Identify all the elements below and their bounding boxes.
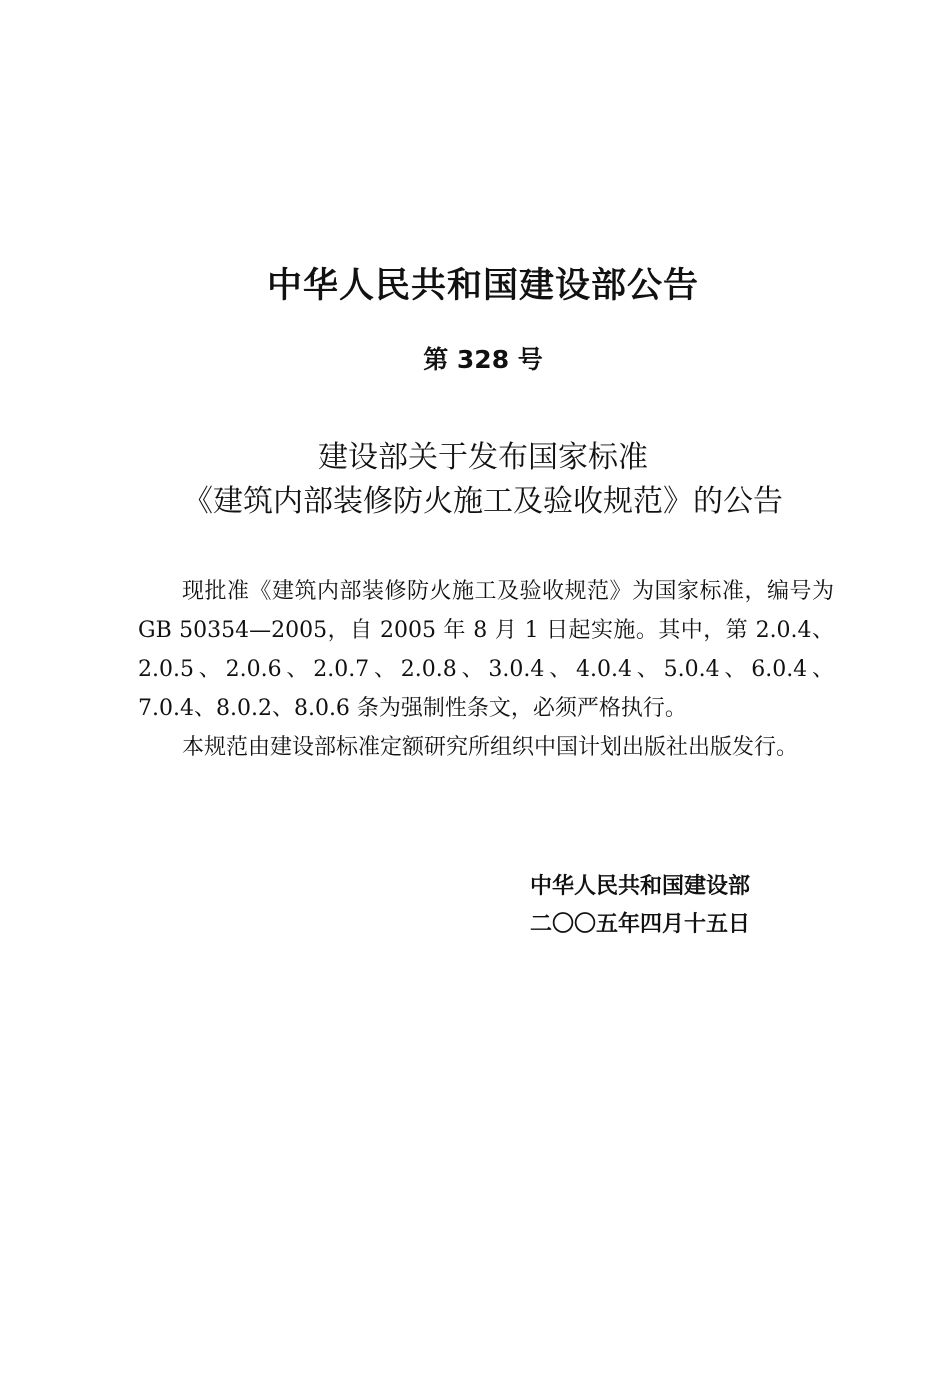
announcement-body [138,572,834,767]
issuer-name: 中华人民共和国建设部 [530,874,751,899]
announcement-number: 第 328 号 [423,345,543,374]
subtitle-line-2: 《建筑内部装修防火施工及验收规范》的公告 [183,484,783,519]
announcement-title: 中华人民共和国建设部公告 [266,266,699,306]
body-paragraph-2: 本规范由建设部标准定额研究所组织中国计划出版社出版发行。 [182,735,799,760]
issue-date: 二〇〇五年四月十五日 [530,912,751,937]
signature-block [530,868,850,944]
announcement-subtitle [0,436,950,524]
body-paragraph-1: 现批准《建筑内部装修防火施工及验收规范》为国家标准，编号为 GB 50354—2005，自 2005 年 8 月 1 日起实施。其中，第 2.0.4、2.0.5、2.0.6、2.0.7、2.0.8、3.0.4、4.0.4、5.0.4、6.0.4、7.0.4、8.0.2、8.0.6 条为强制性条文，必须严格执行。 [138,579,834,721]
subtitle-line-1: 建设部关于发布国家标准 [318,440,648,475]
